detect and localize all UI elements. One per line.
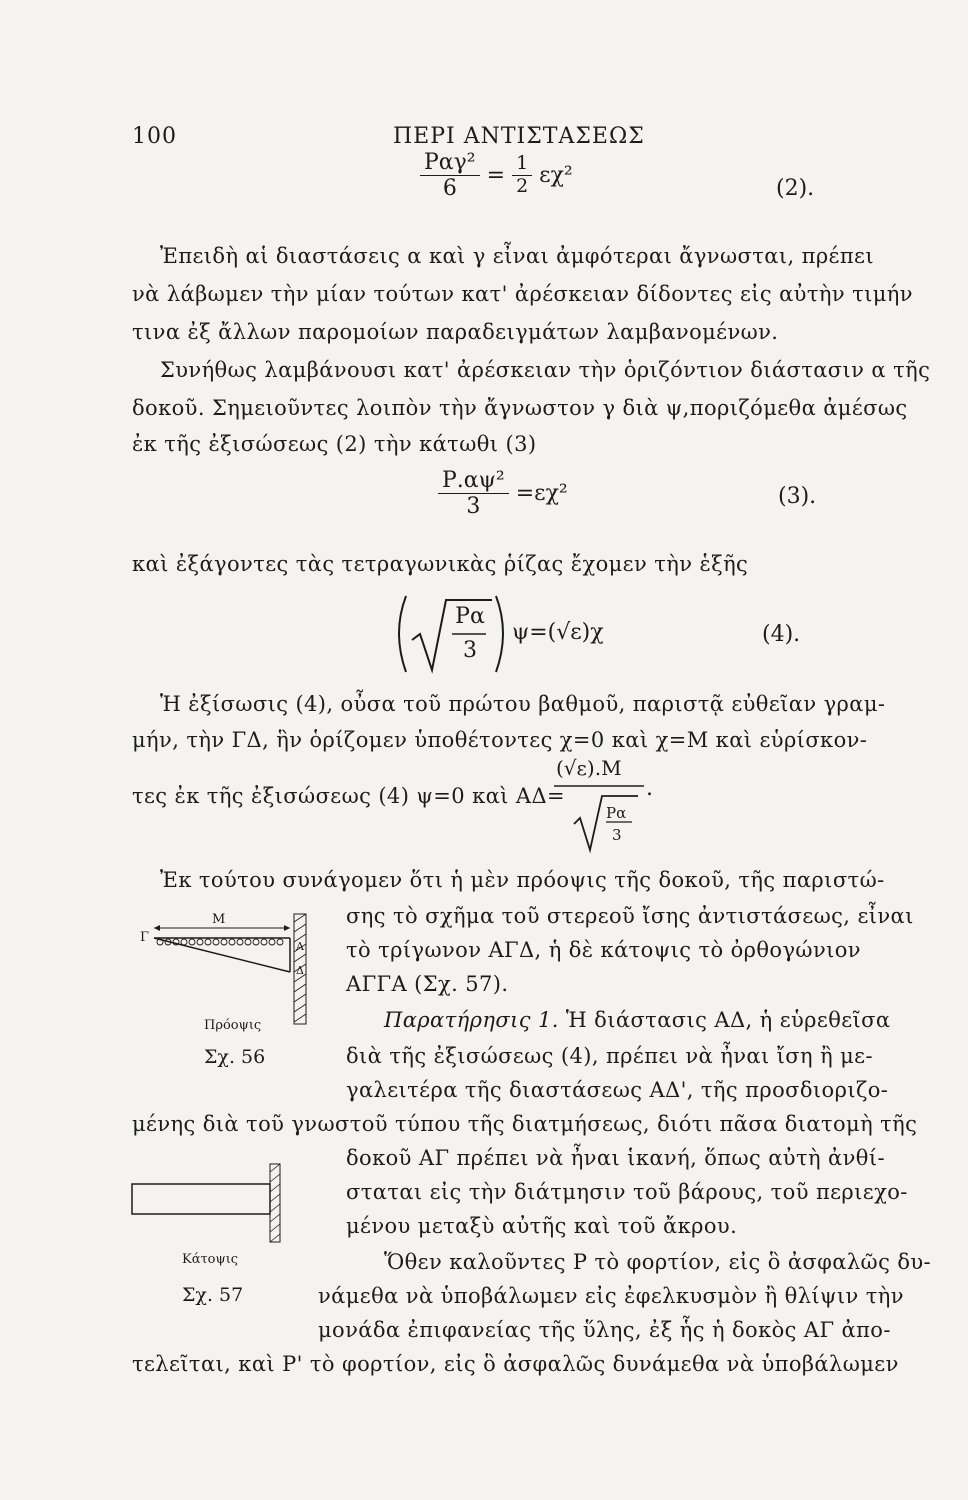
equation-ad-period: . [646, 776, 653, 801]
figure-57 [128, 1158, 298, 1248]
figure-56-label-d: Δ [296, 964, 304, 977]
paragraph-line: μήν, τὴν ΓΔ, ἣν ὁρίζομεν ὑποθέτοντες χ=0 καὶ χ=Μ καὶ εὑρίσκον- [132, 728, 868, 752]
equation-2-label: (2). [776, 176, 815, 201]
paragraph-line: Ἡ ἐξίσωσις (4), οὖσα τοῦ πρώτου βαθμοῦ, παριστᾷ εὐθεῖαν γραμ- [160, 692, 886, 716]
beam-plan-diagram [128, 1158, 298, 1248]
radical-numerator: Ρα [455, 604, 485, 629]
paragraph-line: Συνήθως λαμβάνουσι κατ' ἀρέσκειαν τὴν ὁριζόντιον διάστασιν α τῆς [160, 358, 931, 382]
remark-line: δοκοῦ ΑΓ πρέπει νὰ ἦναι ἱκανή, ὅπως αὐτὴ ἀνθί- [346, 1146, 885, 1170]
paragraph-line: δοκοῦ. Σημειοῦντες λοιπὸν τὴν ἄγνωστον γ διὰ ψ,ποριζόμεθα ἀμέσως [132, 396, 908, 420]
figure-56-caption-small: Πρόοψις [204, 1018, 262, 1033]
remark-title: Παρατήρησις 1. [384, 1008, 559, 1032]
equation-4-label: (4). [762, 622, 801, 647]
figure-57-caption: Σχ. 57 [182, 1284, 244, 1306]
fraction-radical-icon [546, 756, 656, 856]
remark-line: γαλειτέρα τῆς διαστάσεως ΑΔ', τῆς προσδιοριζο- [346, 1078, 889, 1102]
equation-4 [392, 588, 732, 678]
figure-56-label-g: Γ [140, 930, 150, 945]
equation-3: $\frac{\text{Ρ.αψ²}}{3}$ =εχ² [438, 468, 568, 520]
figure-56-caption: Σχ. 56 [204, 1046, 266, 1068]
radical-parenthesis-icon [392, 588, 512, 678]
paragraph-line: τελεῖται, καὶ Ρ' τὸ φορτίον, εἰς ὃ ἀσφαλῶς δυνάμεθα νὰ ὑποβάλωμεν [132, 1352, 899, 1376]
paragraph-line: τες ἐκ τῆς ἐξισώσεως (4) ψ=0 καὶ ΑΔ= [132, 784, 566, 808]
paragraph-line: ἐκ τῆς ἐξισώσεως (2) τὴν κάτωθι (3) [132, 432, 537, 456]
equation-ad-radical-denominator: 3 [612, 826, 622, 844]
paragraph-line: νὰ λάβωμεν τὴν μίαν τούτων κατ' ἀρέσκειαν δίδοντες εἰς αὐτὴν τιμήν [132, 282, 913, 306]
equation-ad-radical-numerator: Ρα [606, 804, 627, 822]
equation-ad-numerator: (√ε).Μ [556, 756, 622, 780]
radical-denominator: 3 [463, 638, 477, 663]
remark-line: μένου μεταξὺ αὐτῆς καὶ τοῦ ἄκρου. [346, 1214, 738, 1238]
paragraph-line: Ἐκ τούτου συνάγομεν ὅτι ἡ μὲν πρόοψις τῆς δοκοῦ, τῆς παριστώ- [160, 868, 885, 892]
remark-line: διὰ τῆς ἐξισώσεως (4), πρέπει νὰ ἦναι ἴση ἢ με- [346, 1044, 873, 1068]
paragraph-line: τὸ τρίγωνον ΑΓΔ, ἡ δὲ κάτοψις τὸ ὀρθογώνιον [346, 938, 861, 962]
figure-56-label-m: Μ [212, 912, 226, 927]
remark-line: μένης διὰ τοῦ γνωστοῦ τύπου τῆς διατμήσεως, διότι πᾶσα διατομὴ τῆς [132, 1112, 918, 1136]
paragraph-line: σης τὸ σχῆμα τοῦ στερεοῦ ἴσης ἀντιστάσεως, εἶναι [346, 904, 914, 928]
figure-56-label-a: Α [296, 940, 304, 953]
equation-2: $\frac{\text{Ραγ²}}{6}$ = $\frac{1}{2}$ εχ² [420, 150, 573, 202]
paragraph-line: καὶ ἐξάγοντες τὰς τετραγωνικὰς ῥίζας ἔχομεν τὴν ἑξῆς [132, 552, 749, 576]
paragraph-line: τινα ἐξ ἄλλων παρομοίων παραδειγμάτων λαμβανομένων. [132, 320, 779, 344]
equation-3-label: (3). [778, 484, 817, 509]
paragraph-line: Ὅθεν καλοῦντες Ρ τὸ φορτίον, εἰς ὃ ἀσφαλῶς δυ- [384, 1250, 932, 1274]
remark-line: Παρατήρησις 1. Ἡ διάστασις ΑΔ, ἡ εὑρεθεῖσα [384, 1008, 891, 1032]
equation-3-lhs: $\frac{\text{Ρ.αψ²}}{3}$ [438, 468, 509, 520]
paragraph-line: ΑΓΓΑ (Σχ. 57). [346, 972, 509, 996]
equation-2-lhs: $\frac{\text{Ραγ²}}{6}$ [420, 150, 480, 202]
figure-56 [140, 906, 330, 1036]
equation-ad [546, 756, 666, 856]
remark-line: σταται εἰς τὴν διάτμησιν τοῦ βάρους, τοῦ περιεχο- [346, 1180, 908, 1204]
equation-2-half: $\frac{1}{2}$ [512, 153, 532, 198]
figure-57-caption-small: Κάτοψις [182, 1252, 239, 1267]
paragraph-line: νάμεθα νὰ ὑποβάλωμεν εἰς ἐφελκυσμὸν ἢ θλίψιν τὴν [318, 1284, 904, 1308]
paragraph-line: Ἐπειδὴ αἱ διαστάσεις α καὶ γ εἶναι ἀμφότεραι ἄγνωσται, πρέπει [160, 244, 874, 268]
equation-4-rhs: ψ=(√ε)χ [512, 620, 604, 645]
paragraph-line: μονάδα ἐπιφανείας τῆς ὕλης, ἐξ ἧς ἡ δοκὸς ΑΓ ἀπο- [318, 1318, 891, 1342]
page-number: 100 [132, 124, 177, 149]
running-title: ΠΕΡΙ ΑΝΤΙΣΤΑΣΕΩΣ [393, 124, 645, 149]
